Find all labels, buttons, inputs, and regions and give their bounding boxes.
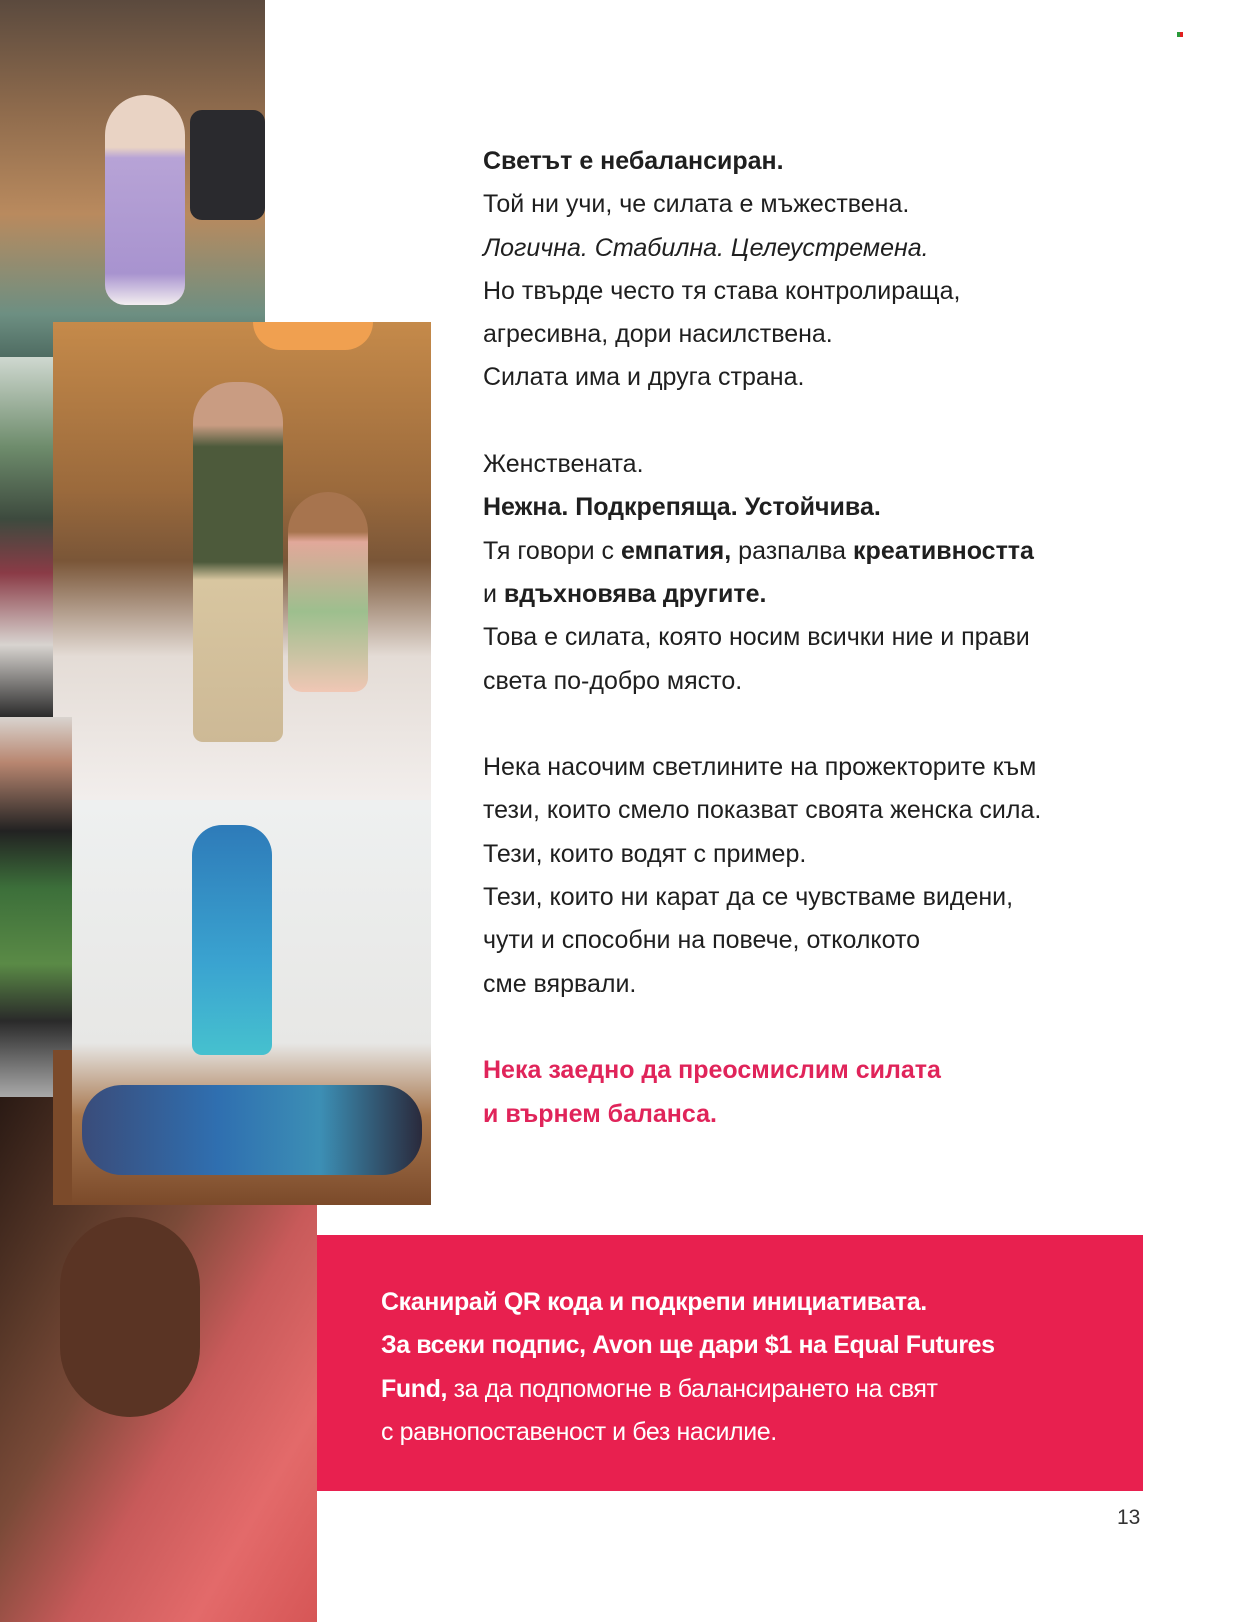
text-segment: Сканирай QR кода и подкрепи инициативата. [381, 1288, 927, 1316]
text-line [483, 1049, 1203, 1092]
text-line [483, 876, 1203, 919]
text-line [381, 1281, 995, 1324]
color-mark [1177, 32, 1183, 37]
text-segment: Но твърде често тя става контролираща, [483, 276, 961, 305]
text-line [483, 746, 1203, 789]
text-segment: Той ни учи, че силата е мъжествена. [483, 190, 910, 219]
text-segment: с равнопоставеност и без насилие. [381, 1417, 777, 1446]
text-line [483, 183, 1203, 226]
text-line [483, 616, 1203, 659]
text-segment: разпалва [731, 536, 854, 565]
text-segment: Тези, които ни карат да се чувстваме видени, [483, 883, 1014, 912]
text-segment: чути и способни на повече, отколкото [483, 926, 921, 955]
text-segment: Светът е небалансиран. [483, 147, 784, 175]
text-line [381, 1411, 995, 1454]
text-line [483, 1093, 1203, 1136]
photo-drums-strip [0, 357, 53, 717]
text-line [483, 270, 1203, 313]
photo-floor-strip [53, 1050, 72, 1205]
stanza-2 [483, 443, 1203, 703]
text-segment: Това е силата, която носим всички ние и прави [483, 623, 1030, 652]
text-line [483, 919, 1203, 962]
text-segment: тези, които смело показват своята женска сила. [483, 796, 1042, 825]
text-line [483, 530, 1203, 573]
text-line [483, 573, 1203, 616]
text-line [483, 140, 1203, 183]
text-segment: и върнем баланса. [483, 1099, 717, 1128]
callout-text [381, 1281, 995, 1454]
text-segment: за да подпомогне в балансирането на свят [447, 1374, 938, 1403]
text-line [483, 660, 1203, 703]
text-line [483, 486, 1203, 529]
text-segment: вдъхновява другите. [503, 579, 767, 608]
qr-callout-box [317, 1235, 1143, 1491]
stanza-1 [483, 140, 1203, 400]
text-segment: креативността [853, 536, 1034, 565]
text-line [483, 789, 1203, 832]
text-segment: Женствената. [483, 450, 644, 479]
photo-yoga-headstand [72, 800, 431, 1205]
stanza-4-call-to-action [483, 1049, 1203, 1136]
text-segment: Тя говори с [483, 536, 621, 565]
text-segment: Нека насочим светлините на прожекторите към [483, 753, 1037, 782]
body-text [483, 140, 1203, 1136]
text-line [483, 356, 1203, 399]
text-line [483, 963, 1203, 1006]
photo-hug-strip [0, 717, 72, 1097]
text-segment: сме вярвали. [483, 969, 637, 998]
page-number: 13 [1117, 1506, 1141, 1529]
text-line [381, 1368, 995, 1411]
text-line [483, 833, 1203, 876]
text-line [483, 443, 1203, 486]
text-segment: Fund, [381, 1374, 448, 1403]
photo-father-daughter-bed [53, 322, 431, 800]
text-segment: Силата има и друга страна. [483, 363, 805, 392]
text-segment: агресивна, дори насилствена. [483, 320, 833, 349]
text-line [483, 313, 1203, 356]
text-segment: емпатия, [621, 536, 732, 565]
text-segment: Тези, които водят с пример. [483, 839, 807, 868]
stanza-3 [483, 746, 1203, 1006]
text-segment: Нека заедно да преосмислим силата [483, 1056, 941, 1085]
text-segment: Логична. Стабилна. Целеустремена. [483, 233, 929, 262]
text-segment: света по-добро място. [483, 666, 743, 695]
photo-girl-dancing [0, 0, 265, 357]
text-segment: Нежна. Подкрепяща. Устойчива. [483, 493, 881, 522]
text-line [381, 1324, 995, 1367]
text-segment: За всеки подпис, Avon ще дари $1 на Equal Futures [381, 1331, 995, 1360]
text-segment: и [483, 579, 504, 608]
text-line [483, 227, 1203, 270]
